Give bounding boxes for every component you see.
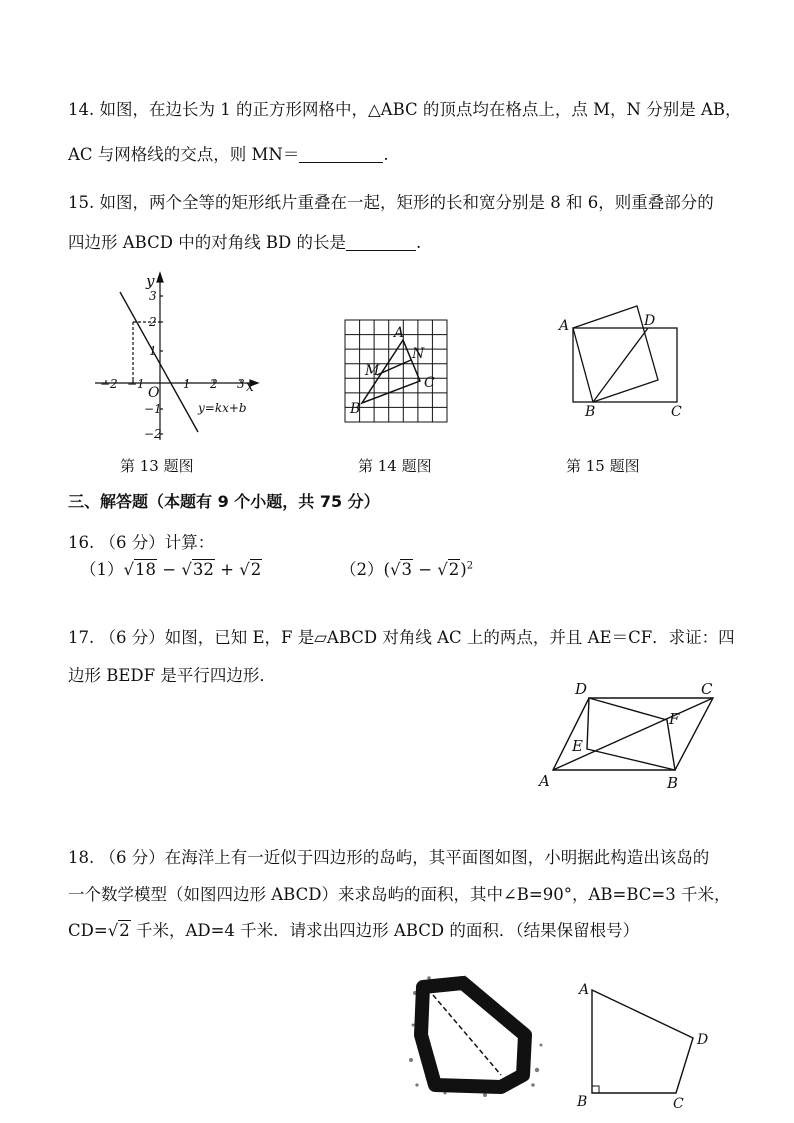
figure-13-graph: [90, 270, 270, 445]
q16-part2-radicand-2: 2: [448, 560, 460, 579]
fig13-tick-x: 3: [237, 377, 245, 391]
fig18-point-c: C: [673, 1096, 684, 1112]
fig18-point-a: A: [579, 982, 590, 998]
q14-answer-blank: [299, 146, 383, 163]
fig13-axis-x: x: [246, 379, 254, 395]
section-3-title: 三、解答题（本题有 9 个小题，共 75 分）: [68, 492, 380, 511]
q15-line2-prefix: 四边形 ABCD 中的对角线 BD 的长是: [68, 233, 347, 252]
q17-line2: 边形 BEDF 是平行四边形．: [68, 666, 276, 685]
fig17-point-d: D: [575, 680, 588, 698]
q18-line2: 一个数学模型（如图四边形 ABCD）来求岛屿的面积，其中∠B=90°，AB=BC=3 千米，: [68, 885, 731, 904]
fig13-tick-y: 3: [149, 289, 157, 303]
q14-line2-suffix: .: [383, 145, 389, 164]
fig17-point-b: B: [667, 774, 679, 792]
q14-line2: [68, 141, 389, 165]
q14-line2-prefix: AC 与网格线的交点，则 MN＝: [68, 145, 300, 164]
fig18-point-d: D: [697, 1032, 709, 1048]
fig17-point-e: E: [572, 737, 583, 755]
q15-line2: [68, 229, 421, 253]
fig13-tick-x: −2: [100, 377, 118, 391]
q16-part1-radicand-3: 2: [250, 560, 262, 579]
fig14-point-a: A: [394, 325, 405, 341]
fig13-tick-y: 2: [149, 315, 157, 329]
fig13-tick-y: 1: [149, 344, 157, 358]
q16-part2-exponent: 2: [466, 560, 474, 572]
fig13-line-label: y=kx+b: [198, 401, 247, 415]
q16-part2: $(2)(√3 - √2)^2$: [340, 560, 474, 579]
q18-line3-radicand: 2: [119, 921, 130, 940]
fig14-point-c: C: [424, 375, 435, 391]
q16-part1-operator-1: −: [157, 560, 182, 579]
fig17-point-a: A: [539, 772, 550, 790]
figure-15-rectangles: [555, 298, 695, 428]
fig13-tick-x: −1: [127, 377, 145, 391]
fig15-point-c: C: [671, 404, 682, 420]
q15-line2-suffix: .: [416, 233, 422, 252]
island-image: [405, 975, 550, 1100]
q16-part1-label: （1）: [80, 560, 124, 579]
q16-part1-operator-2: +: [214, 560, 240, 579]
fig13-tick-y: −1: [144, 402, 162, 416]
q17-line1: 17. （6 分）如图，已知 E，F 是▱ABCD 对角线 AC 上的两点，并且 AE＝CF．求证：四: [68, 628, 735, 647]
q16-line1: 16. （6 分）计算：: [68, 533, 215, 552]
fig17-point-c: C: [701, 680, 713, 698]
q16-part1-radicand-1: 18: [135, 560, 157, 579]
q16-part2-radicand-1: 3: [401, 560, 412, 579]
fig14-point-n: N: [412, 346, 425, 362]
fig15-point-d: D: [644, 313, 656, 329]
q14-line1: 14. 如图，在边长为 1 的正方形网格中，△ABC 的顶点均在格点上，点 M，N 分别是 AB，: [68, 100, 742, 119]
q15-answer-blank: [346, 234, 416, 251]
fig13-origin: O: [148, 385, 160, 401]
q15-line1: 15. 如图，两个全等的矩形纸片重叠在一起，矩形的长和宽分别是 8 和 6，则重叠部分的: [68, 193, 714, 212]
q16-part2-label: （2）: [340, 560, 384, 579]
figure-18-quadrilateral: [575, 978, 720, 1112]
q16-part1: （1）√18 − √32 + √2: [80, 560, 262, 579]
fig15-point-a: A: [559, 318, 570, 334]
fig14-caption: 第 14 题图: [358, 457, 432, 475]
q18-line3-prefix: CD=: [68, 921, 108, 940]
q16-part2-open: (: [383, 560, 390, 579]
figure-14-grid: [340, 315, 460, 427]
fig13-caption: 第 13 题图: [120, 457, 194, 475]
q16-part1-radicand-2: 32: [192, 560, 214, 579]
q18-line3: CD=√2 千米，AD=4 千米．请求出四边形 ABCD 的面积．（结果保留根号）: [68, 921, 640, 940]
q16-part2-close: ): [460, 560, 467, 579]
fig15-point-b: B: [585, 404, 596, 420]
q16-part2-operator: −: [412, 560, 438, 579]
fig17-point-f: F: [669, 710, 680, 728]
fig13-tick-x: 2: [210, 377, 218, 391]
fig13-tick-y: −2: [144, 427, 162, 441]
q18-line1: 18. （6 分）在海洋上有一近似于四边形的岛屿，其平面图如图，小明据此构造出该岛的: [68, 848, 710, 867]
fig14-point-m: M: [365, 363, 380, 379]
figure-17-parallelogram: [535, 678, 730, 793]
fig13-axis-y: y: [146, 272, 155, 290]
fig15-caption: 第 15 题图: [566, 457, 640, 475]
q18-line3-suffix: 千米，AD=4 千米．请求出四边形 ABCD 的面积．（结果保留根号）: [130, 921, 640, 940]
fig18-point-b: B: [577, 1094, 588, 1110]
fig13-tick-x: 1: [183, 377, 191, 391]
fig14-point-b: B: [350, 401, 361, 417]
